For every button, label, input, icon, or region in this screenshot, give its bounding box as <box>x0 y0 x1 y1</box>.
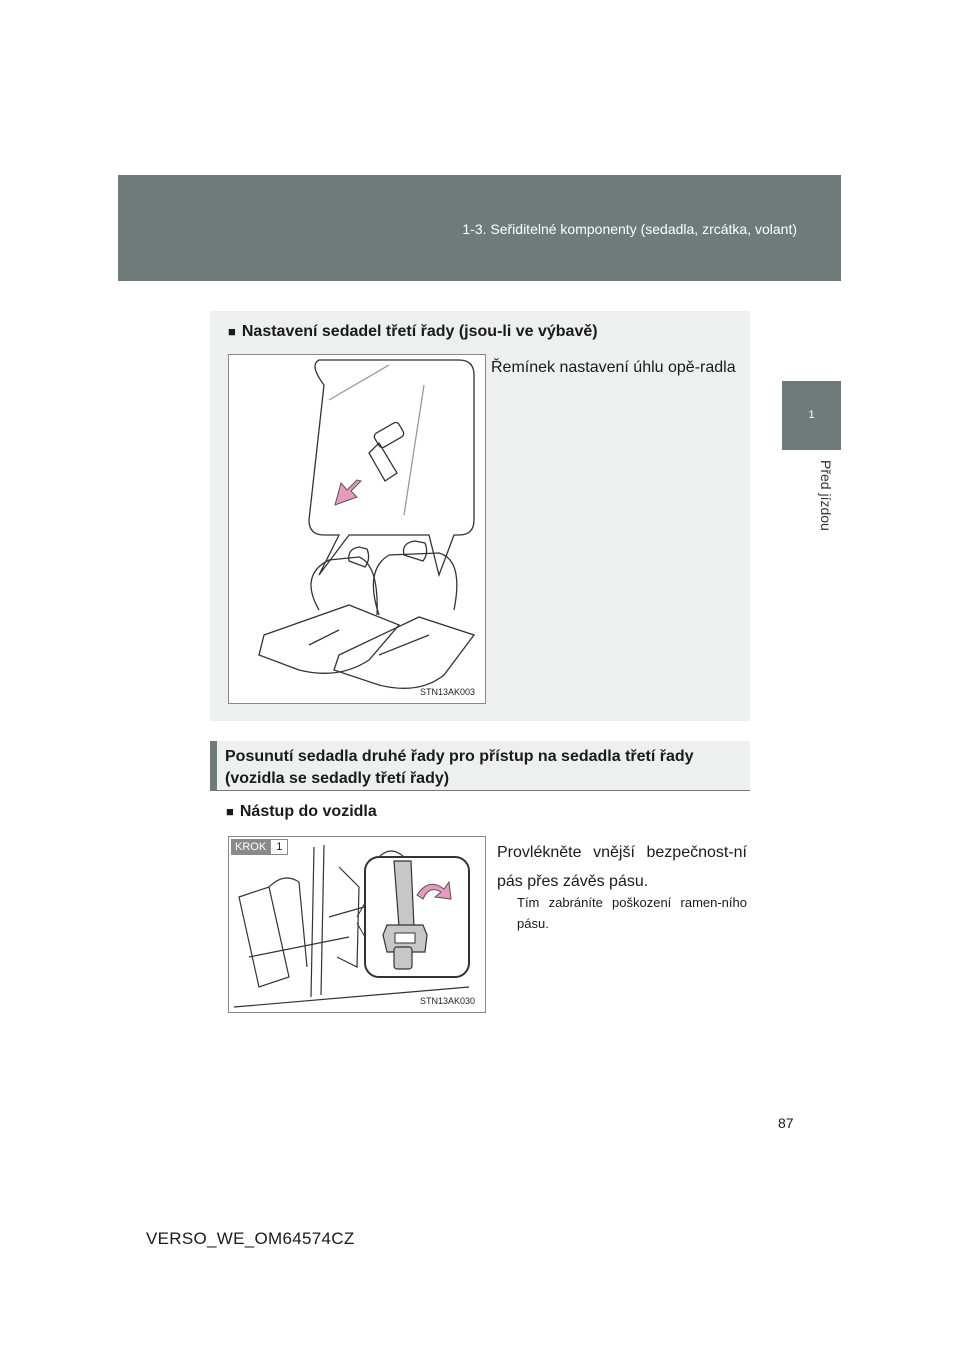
third-row-section <box>210 311 750 721</box>
seatbelt-illustration <box>228 836 486 1013</box>
document-code: VERSO_WE_OM64574CZ <box>146 1229 355 1248</box>
bullet-icon: ■ <box>226 804 234 819</box>
seatbelt-drawing <box>229 837 485 1012</box>
seat-illustration <box>228 354 486 704</box>
step-note: Tím zabráníte poškození ramen-ního pásu. <box>517 895 747 931</box>
subheading <box>226 803 377 821</box>
section-heading <box>228 323 598 341</box>
section-text: Řemínek nastavení úhlu opě-radla <box>491 359 736 376</box>
bullet-icon: ■ <box>228 324 236 339</box>
section-title: 1-3. Seřiditelné komponenty (sedadla, zrcátka, volant) <box>462 221 797 237</box>
step-label: KROK <box>231 839 270 855</box>
figure-code: STN13AK003 <box>419 687 475 697</box>
figure-code: STN13AK030 <box>419 996 475 1006</box>
section-heading-text: Nastavení sedadel třetí řady (jsou-li ve výbavě) <box>241 323 598 340</box>
step-badge <box>231 839 288 855</box>
step-number: 1 <box>270 839 288 855</box>
header-bar <box>118 175 841 281</box>
chapter-tab <box>782 381 841 450</box>
section-title-box: Posunutí sedadla druhé řady pro přístup na sedadla třetí řady (vozidla se sedadly třetí řady) <box>210 741 750 791</box>
chapter-label: Před jízdou <box>818 460 834 531</box>
page-number: 87 <box>778 1115 794 1131</box>
seat-drawing <box>229 355 485 703</box>
chapter-number: 1 <box>808 409 815 421</box>
subheading-text: Nástup do vozidla <box>239 803 377 820</box>
step-text: Provlékněte vnější bezpečnost-ní pás přes závěs pásu. <box>497 844 747 890</box>
